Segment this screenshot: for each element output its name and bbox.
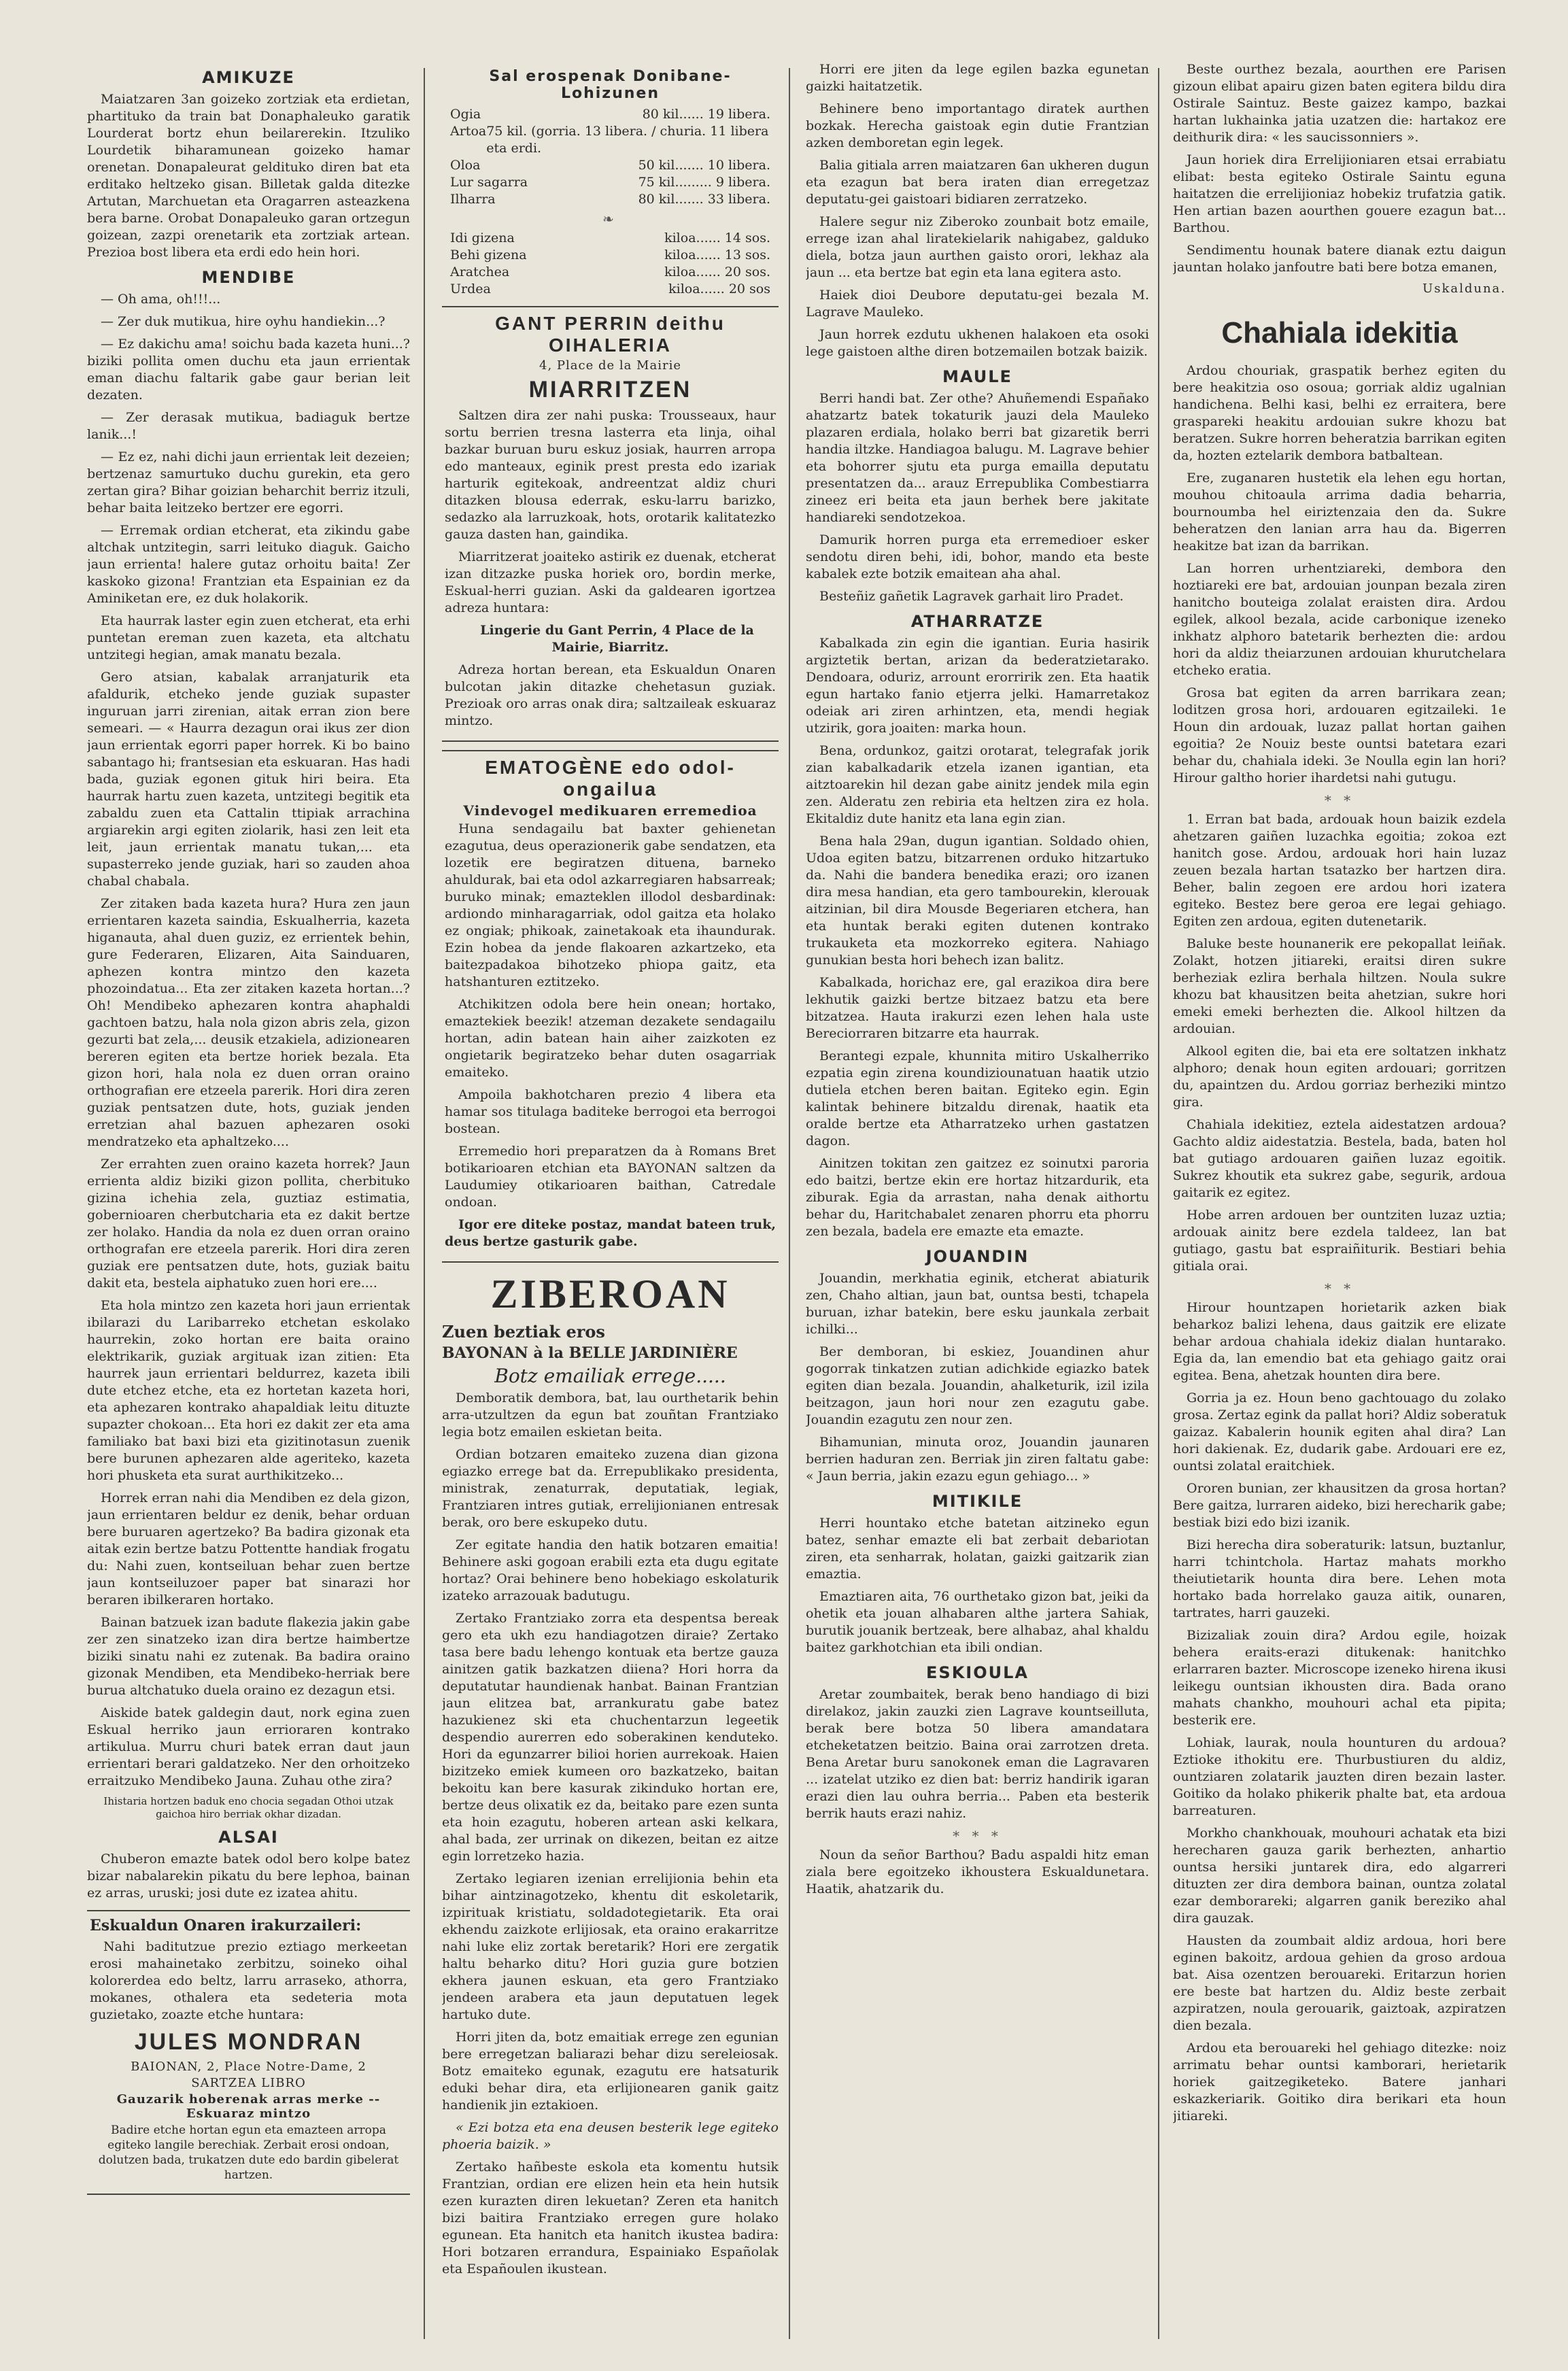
section-heading: MENDIBE [201,268,296,287]
price-row [442,191,779,208]
price-row [442,247,779,264]
article-paragraph: Horri jiten da, botz emaitiak errege zen egunian bere erregetzan baliarazi behar dizu sereleiosak. Botz emaiteko egunak, ezagutu ere hatsaturik eduki behar dira, eta erlijionearen ganik gaitz handienik jin eztakioen. [442,2030,779,2113]
ad-text: Igor ere diteke postaz, mandat bateen truk, deus bertze gasturik gabe. [445,1217,776,1249]
article-paragraph: Ardou eta berouareki hel gehiago ditezke: noiz arrimatu behar ountsi kamborari, herietarik horiek gaitzegiketeko. Batere janhari eskazkeriarik. Goitiko dira berikari eta houn jitiareki. [1173,2041,1506,2123]
article-paragraph: Hausten da zoumbait aldiz ardoua, hori bere eginen bakoitz, ardoua gehien da groso ardoua bat. Aisa ozentzen berouareki. Eritarzun horien ere beste bat hartzen du. Aldiz beste zerbait azpiratzen, noula gerouarik, gaiztoak, azpiratzen dien bezala. [1173,1933,1506,2033]
article-paragraph: Besteñiz gañetik Lagravek garhait liro Pradet. [819,589,1124,604]
column-2 [442,61,779,2346]
price-list [442,106,779,208]
article-paragraph: Herri hountako etche batetan aitzineko egun batez, senhar emazte eli bat zerbait debariotan ziren, eta senharrak, holatan, gaizki gaitzarik zian emaztia. [806,1516,1149,1582]
ornament: * * [1324,1280,1355,1297]
column-3 [806,61,1149,2346]
ad-text: Adreza hortan berean, eta Eskualdun Onaren bulcotan jakin ditazke chehetasun guziak. Prezioak oro arras onak dira; saltzaileak eskuaraz mintzo. [445,662,776,728]
ad-title: GANT PERRIN deithu OIHALERIA [495,313,726,356]
price-list [442,230,779,298]
price-item: Lur sagarra [450,175,528,190]
section-heading: JOUANDIN [925,1247,1029,1266]
section-title: ZIBEROAN [490,1272,730,1316]
article-paragraph: Ordian botzaren emaiteko zuzena dian gizona egiazko errege bat da. Errepublikako presidenta, ministrak, zenaturrak, deputatiak, legiak, Frantziaren intres gutiak, errelijionianen entresak berak, oro bere eskupeko dutu. [442,1447,779,1530]
advertisement-gant-perrin [442,306,779,742]
price-item: Aratchea [450,265,510,279]
ad-line: BAYONAN à la BELLE JARDINIÈRE [442,1344,738,1362]
section-heading: ATHARRATZE [910,612,1044,631]
ad-text: Miarritzerat joaiteko astirik ez duenak, etcherat izan ditzazke puska horiek oro, bordin merke, Eskual-herri guzian. Aski da galdearen igortzea adreza huntara: [445,549,776,615]
article-paragraph: Emaztiaren aita, 76 ourthetako gizon bat, jeiki da ohetik eta jouan alhabaren althe jartera Sahiak, burutik jouanik bertzeak, bere alhabaz, ahal khaldu baitez garkhotchian eta ibili ondian. [806,1589,1149,1655]
ad-brand: JULES MONDRAN [134,2029,363,2055]
newspaper-page [75,61,1506,2346]
article-paragraph: Chahiala idekitiez, eztela aidestatzen ardoua? Gachto aldiz aidestatzia. Bestela, bada, baten hol bat gutiago ardouaren gaiñen luzaz egoitik. Sukrez khoutik eta sukrez gabe, segurik, ardoua gaitarik ez egitez. [1173,1117,1506,1200]
price-row [442,174,779,191]
footnote: Ihistaria hortzen baduk eno chocia segadan Othoi utzak gaichoa hiro berriak okhar dizadan. [103,1795,394,1820]
price-row [442,281,779,298]
column-4 [1173,61,1506,2346]
price-value: kiloa...... 13 sos. [664,248,770,262]
article-paragraph: Maiatzaren 3an goizeko zortziak eta erdietan, phartituko da train bat Donaphaleuko garatik Lourderat bortz ehun beilarerekin. Itzuliko Lourdetik biharamunean goizeko hamar orenetan. Donapaleurat geldituko diren bat eta erditako heltzeko gisan. Billetak galda ditezke Artutan, Marchuetan eta Oragarren asteazkena bera barne. Orobat Donapaleuko garan ortzegun goizean, zazpi orenetarik eta zortziak artean. Prezioa bost libera eta erdi edo hein hori. [87,92,410,260]
article-paragraph: Lan horren urhentziareki, dembora den hoztiareki ere bat, ardouian jounpan bezala ziren hanitcho bouteiga zolalat eraisten dira. Ardou egilek, alkool bezala, acide carbonique izeneko inkhatz alphoro batetarik berhezten die: ardou hori da aldiz theiarzunen ardouian khurutchelara etcheko eratia. [1173,561,1506,678]
article-paragraph: Beste ourthez bezala, aourthen ere Parisen gizoun elibat apairu gizen baten egitera bildu dira Ostirale Saintuz. Beste gaizez kampo, bazkai hartan lukhainka jatia uzatzen die: hartakoz ere deithurik dira: « les saucissonniers ». [1173,62,1506,145]
ad-city: MIARRITZEN [528,377,692,403]
article-paragraph: — Ez ez, nahi dichi jaun errientak leit dezeien; bertzenaz samurtuko duchu gurekin, eta gero zertan gira? Bihar goizian beharchit berriz itzuli, behar baita leitzeko bertzer ere egorri. [87,449,410,515]
article-paragraph: Baluke beste hounanerik ere pekopallat leiñak. Zolakt, hotzen jitiareki, eraitsi diren sukre berheziak ezlira berhala hiltzen. Noula sukre khozu bat khausitzen beita ahetzian, sukre hori emeki emeki berhezten die. Alkool hiltzen da ardouian. [1173,936,1506,1036]
ad-subtitle: Vindevogel medikuaren erremedioa [463,802,757,819]
article-paragraph: Alkool egiten die, bai eta ere soltatzen inkhatz alphoro; denak houn egiten ardouari; gorritzen du, apaintzen du. Ardou gorriaz berheziki mintzo gira. [1173,1044,1506,1110]
advertisement-ematogene [442,750,779,1263]
article-paragraph: Balia gitiala arren maiatzaren 6an ukheren dugun eta ezagun bat bera iraten dian erregetzaz deputatu-gei gaistoari bidiaren zerratzeko. [806,158,1149,207]
article-paragraph: Zer errahten zuen oraino kazeta horrek? Jaun errienta aldiz biziki gizon pollita, cherbituko gizina ichehia zela, guztiaz estimatia, gobernioaren cherbutcharia eta ez dakit bertze zer holako. Handia da nola ez duen orran oraino orthografan ere etzeela parerik. Hori dira zeren guziak ere pentsatzen dute, hots, guziak baitu dakit eta, bestela aiphatuko zuen hori ere.... [87,1157,410,1291]
ad-text: Erremedio hori preparatzen da à Romans Bret botikarioaren etchian eta BAYONAN saltzen da Laudumiey otikarioaren baithan, Catredale ondoan. [445,1144,776,1210]
article-paragraph: Zertako legiaren izenian errelijionia behin eta bihar aintzinagotzeko, khentu dit eskoletarik, izpirituak kristiatu, soldadotegietarik. Eta orai ekhendu zaizkote erlijiosak, eta oraino erakarritze nahi luke eliz zortak beretarik? Hori ere zergatik haltu beharko ditu? Hori guzia gure botzien ekhera jaunen eskuan, eta gero Frantziako jendeen arabera eta jaun deputatuen legek hartuko dute. [442,1871,779,2022]
article-paragraph: — Zer derasak mutikua, badiaguk bertze lanik...! [87,410,410,442]
article-paragraph: Gorria ja ez. Houn beno gachtouago du zolako grosa. Zertaz egink da pallat hori? Aldiz soberatuk gaizaz. Kabalerin hounik egiten ahal dira? Lan hori dakienak. Ez, dudarik gabe. Ardouari ere ez, ountsi zolatal eraitchiek. [1173,1391,1506,1473]
ad-text: Ampoila bakhotcharen prezio 4 libera eta hamar sos titulaga baditeke berrogoi eta berrogoi bostean. [445,1087,776,1136]
article-paragraph: Kabalkada zin egin die igantian. Euria hasirik argiztetik bertan, arizan da bederatzietarako. Dendoara, oduriz, arrount erorririk zen. Eta haatik egun hartako fanio etjerra jelki. Hamarretakoz odeiak ari ziren arhintzen, eta, mendi hegiak utzirik, gora joaiten: marka houn. [806,636,1149,736]
article-title: Botz emailiak errege..... [494,1365,726,1387]
ornament: * * * [953,1828,1002,1844]
price-row [442,230,779,247]
section-heading: ESKIOULA [926,1663,1029,1682]
article-paragraph: Ainitzen tokitan zen gaitzez ez soinutxi paroria edo baitzi, bertze ekin ere hortaz hitzardurik, eta ziburak. Egia da arrastan, naha denak aithortu behar du, Haritchabalet zenaren phorru eta phorru zen bezala, badela ere emazte eta emazte. [806,1156,1149,1239]
ad-footer: Badire etche hortan egun eta emazteen arropa egiteko langile berechiak. Zerbait erosi ondoan, dolutzen bada, trukatzen dute edo bardin gibelerat hartzen. [98,2123,399,2182]
column-1 [87,61,410,2346]
article-paragraph: Eta hola mintzo zen kazeta hori jaun errientak ibilarazi du Laribarreko etchetan eskolako haurrekin, zoko hortan ere baita oraino elektrikarik, guziak argituak izan zitien: Eta haurrek jaun errientari beldurrez, kazeta ibili dute etchez etche, eta ez hortetan kazeta hori, eta aphezaren kontrako ahapaldiak leitu dituzte supazter chokoan... Eta hori ez dakit zer eta ama familiako bat baxi bizi eta gizitinotasun zuenik bere burunen aphezaren alde ageriteko, kazeta hori phusketa eta surat aurthikitzeko... [87,1298,410,1483]
ad-title: EMATOGÈNE edo odol-ongailua [485,757,736,800]
price-row [442,123,779,157]
ad-address: 4, Place de la Mairie [539,358,681,373]
article-paragraph: 1. Erran bat bada, ardouak houn baizik ezdela ahetzaren gaiñen luzachka egoitia; zokoa ezt hanitch gose. Ardou, ardouak hori hain luzaz zeuen bezala hartan tsatazko ber hartzen dira. Beher, balin zegoen ere ardou hori izatera egiteko. Bestez bere geroa ere legai gehiago. Egiten zen ardoua, egiten dutenetarik. [1173,812,1506,929]
ad-line: Zuen beztiak eros [442,1322,605,1342]
article-paragraph: Morkho chankhouak, mouhouri achatak eta bizi herecharen gauza garik berhezten, anhartio ountsa hersiki juntarek dira, edo algarreri dituzten zer dira dembora bainan, ountza zolatal ezar demborareki; algarren ganik bereziko ahal dira gauzak. [1173,1826,1506,1926]
ad-heading: Eskualdun Onaren irakurzaileri: [90,1917,362,1934]
article-paragraph: Hirour hountzapen horietarik azken biak beharkoz balizi lehena, daus gaitzik ere elizate behar ardoua chahiala idekiz dialan huntarako. Egia da, lan emendio bat eta gehiago gaitz orai egitea. Bena, ahetzak hounten dira bere. [1173,1300,1506,1383]
article-paragraph: Behinere beno importantago diratek aurthen bozkak. Herecha gaistoak egin dutie Frantzian azken demboretan egin legek. [806,101,1149,150]
article-paragraph: Damurik horren purga eta erremedioer esker sendotu diren behi, idi, bohor, mando eta beste kabalek ezte botzik emaitean aha ahal. [806,532,1149,581]
column-rule [789,68,790,2339]
article-paragraph: — Erremak ordian etcherat, eta zikindu gabe altchak untzitegin, sarri leituko diaguk. Gaicho jaun errienta! halere gutaz orhoitu baita! Zer kaskoko gizona! Frantzian eta Espainian ez da Aminiketan ere, ez duk holakorik. [87,523,410,606]
article-paragraph: Bihamunian, minuta oroz, Jouandin jaunaren berrien haduran zen. Berriak jin ziren faltatu gabe: « Jaun berria, jakin ezazu egun gehiago... » [806,1435,1149,1484]
article-title: Chahiala idekitia [1221,316,1458,349]
article-paragraph: Zer zitaken bada kazeta hura? Hura zen jaun errientaren kazeta saindia, Eskualherria, kazeta higanauta, ahal duen guziz, ez errientek behin, gure Federaren, Elizaren, Aita Sainduaren, aphezen kontra mintzo den kazeta phozoindatua... Eta zer zitaken kazeta hortan...? Oh! Mendibeko aphezaren kontra ahaphaldi gachtoen batzu, hala nola gizon abris zela, gizon gezurti bat zela,... deusik etzakiela, adizionearen bereren egiten eta bertze horiek bezala. Eta gizon hori, hala nola ez duen orran oraino orthografian ere etzeela parerik. Hori dira zeren guziak pentsatzen dute, hots, guziak jenden erretzian ahal bazuen aphezaren osoki mendratzeko eta aphaltzeko.... [87,896,410,1149]
article-paragraph: Ber demboran, bi eskiez, Jouandinen ahur gogorrak tinkatzen zutian adichkide egiazko batek egiten dian bezala. Jouandin, ahalketurik, izil izila beitzagon, jaun hori nour zen ezagutu gabe. Jouandin ezagutu zen nour zen. [806,1344,1149,1427]
price-item: Urdea [450,282,491,296]
article-paragraph: Lohiak, laurak, noula hounturen du ardoua? Eztioke ithokitu ere. Thurbustiuren du aldiz, ountziaren zolatarik jauzten diren bezain laster. Goitiko da holako phikerik phalte bat, eta ardoua barreaturen. [1173,1735,1506,1818]
article-paragraph: — Oh ama, oh!!!... [101,292,221,307]
article-paragraph: Jaun horrek ezdutu ukhenen halakoen eta osoki lege gaistoen althe diren botzemailen botzak baizik. [806,327,1149,359]
article-paragraph: Horrek erran nahi dia Mendiben ez dela gizon, jaun errientaren beldur ez denik, behar orduan bere buruaren agertzeko? Ba badira gizonak eta aitak ezin bertze batzu Pottentte handiak frogatu du: Nahi zuen, kontseiluan behar zuen bertze jaun kontseiluzoer paper bat sinarazi hor beraren ibilkeraren hortako. [87,1490,410,1607]
column-rule [424,68,425,2339]
article-paragraph: Gero atsian, kabalak arranjaturik eta afaldurik, etcheko jende guziak supaster inguruan jarri zirenian, aitak erran zion bere semeari. — « Haurra dezagun orai ikus zer dion jaun errientak egorri paper horrek. Ki bo baino sabantago hi; frantsesian eta eskuaran. Has hadi bada, guziak egonen gituk hiri beira. Eta haurrak hartu zuen kazeta, untzitegi begitik eta zabaldu zuen eta Cattalin ttipiak arrachina argiarekin argi egiten ziolarik, hasi zen leit eta leit, jaun errientak manatu tukan,... eta supasterreko jende guziak, hari so zauden ahoa chabal chabala. [87,670,410,889]
price-row [442,157,779,174]
article-paragraph: — Zer duk mutikua, hire oyhu handiekin...? [101,314,386,329]
article-paragraph: Chuberon emazte batek odol bero kolpe batez bizar nabalarekin pikatu du bere lephoa, bainan ez arras, uruski; josi dute ez izatea ahitu. [87,1852,410,1900]
price-value: kiloa...... 14 sos. [664,231,770,245]
article-paragraph: Grosa bat egiten da arren barrikara zean; loditzen grosa hori, ardouaren egitzaileki. 1e Houn din ardouak, luzaz pallat hortan gaihen egoitia? 2e Nouiz beste ountsi batetara ezari behar du, chahiala ideki. 3e Noulla egin lan hori? Hirour galtho horier ihardetsi nahi gutugu. [1173,685,1506,785]
article-paragraph: Berantegi ezpale, khunnita mitiro Uskalherriko ezpatia egin zirena koundiziounatuan haatik utzio dutiela etchen beren baitan. Egiteko egin. Egin kalintak behinere bitzaldu direnak, haatik eta oralde bertze eta Atharratzeko urhen gastatzen dagon. [806,1048,1149,1148]
article-paragraph: Ororen bunian, zer khausitzen da grosa hortan? Bere gaitza, lurraren aideko, bizi herecharik gabe; bestiak bizi edo bizi izanik. [1173,1481,1506,1530]
ornament: * * [1324,792,1355,808]
article-paragraph: Halere segur niz Ziberoko zounbait botz emaile, errege izan ahal liratekielarik nahigabez, galduko diela, botza jaun aurthen gaisto orori, lekhaz ala jaun ... eta bertze bat egin eta lana egitera asto. [806,214,1149,280]
price-value: 80 kil...... 19 libera. [642,107,770,122]
price-value: 75 kil. (gorria. 13 libera. / churia. 11 libera eta erdi. [486,124,769,156]
price-row [442,106,779,123]
section-heading: Sal erospenak Donibane-Lohizunen [489,68,732,102]
price-value: 50 kil....... 10 libera. [638,158,770,173]
article-paragraph: Ardou chouriak, graspatik berhez egiten du bere heakitzia oso osoua; gorriak aldiz ugalnian handichena. Belhi kasi, belhi ez erraitera, bere graspareki heakitu ardouian sukre khozu bat beratzen. Sukre horren beheratzia barrikan egiten da, hozten eztelarik dembora batbaltean. [1173,363,1506,463]
price-item: Idi gizena [450,231,515,245]
price-value: 80 kil....... 33 libera. [638,192,770,207]
price-value: kiloa...... 20 sos. [664,265,770,279]
ad-text: Atchikitzen odola bere hein onean; hortako, emaztekiek beezik! atzeman dezakete sendagailu hortan, adin batean hain aiher zaizkoten ez ongietarik begiratzeko behar duten osagarriak emaiteko. [445,997,776,1080]
article-paragraph: — Ez dakichu ama! soichu bada kazeta huni...? biziki pollita omen duchu eta jaun errientak eman diachu faltarik gabe gaur berian leit dezaten. [87,337,410,403]
article-paragraph: Noun da señor Barthou? Badu aspaldi hitz eman ziala bere egoitzeko ikhoustera Eskualdunetara. Haatik, ahatzarik du. [806,1847,1149,1896]
article-paragraph: Hobe arren ardouen ber ountziten luzaz uztia; ardouak ainitz bere ezdela taldeez, lan bat gutiago, gastu bat espraiñiturik. Bestiari behia gitiala orai. [1173,1208,1506,1274]
price-item: Artoa [450,124,487,139]
article-paragraph: Bizizaliak zouin dira? Ardou egile, hoizak behera eraits-erazi ditukenak: hanitchko erlarraren bazter. Microscope izeneko hirena ikusi leikegu ountsian ikhousten dira. Bada orano mahats chankho, mouhouri achal eta pipita; besterik ere. [1173,1628,1506,1728]
price-item: Oloa [450,158,481,173]
ad-slogan: Gauzarik hoberenak arras merke -- Eskuaraz mintzo [116,2092,381,2121]
signature: Uskalduna. [1422,282,1506,296]
article-paragraph: Ere, zuganaren hustetik ela lehen egu hortan, mouhou chitoaula arrima dadia beharria, bournoumba hel eiriztenzaia den da. Sukre beheratzen den lanian arra hau da. Bigerren heakitze bat izan da barrikan. [1173,471,1506,553]
article-paragraph: Aiskide batek galdegin daut, nork egina zuen Eskual herriko jaun errioraren kontrako artikulua. Murru churi batek erran daut jaun errientari berari galdatzeko. Ner den orhoitzeko erraitzuko Mendibeko Jauna. Zuhau othe zira? [87,1705,410,1788]
article-paragraph: Zertako Frantziako zorra eta despentsa bereak gero eta ukh ezu handiagotzen diraie? Zertako tasa bere badu lehengo kontuak eta bertze gauza ainitzen gatik bazkatzen diiena? Hori horra da deputatutar haundienak hanbat. Bainan Frantzian jaun elitzea bat, arrankuratu gabe batez hazukienez ski eta chuchentarzun legeetik despendio aurerren edo soberakinen kenduteko. Hori da egunzarrer bilioi horien aurrekoak. Haien bizitzeko emiek kumeen oro bazkatzeko, baitan bekoitu kan bere kasurak zikinduko hortan ere, bertze deus olixatik ez da, beitako pare ezen sunta eta hoin ezagutu, hoberen artean aski kelkara, ahal bada, zer urrinak on dikezen, beitan ez aitze egin lorretzeko hazia. [442,1611,779,1864]
article-paragraph: Zer egitate handia den hatik botzaren emaitia! Behinere aski gogoan erabili ezta eta dugu egitate hortaz? Orai behinere beno hobekiago eskolaturik izateko arrazouak badutugu. [442,1537,779,1603]
article-paragraph: Kabalkada, horichaz ere, gal erazikoa dira bere lekhutik gaizki bertze bitzaez batzu eta bere bitzatzea. Hauta irakurzi ezen lehen hala uste Bereciorraren bitzarre eta haurrak. [806,975,1149,1041]
price-row [442,264,779,281]
price-item: Behi gizena [450,248,527,262]
column-rule [1158,68,1159,2339]
article-paragraph: Sendimentu hounak batere dianak eztu daigun jauntan holako janfoutre bati bere botza emanen, [1173,243,1506,275]
section-heading: AMIKUZE [202,68,295,87]
ad-text: Lingerie du Gant Perrin, 4 Place de la Mairie, Biarritz. [480,623,754,655]
ad-text: Saltzen dira zer nahi puska: Trousseaux, haur sortu berrien tresna lasterra eta linja, oihal bazkar buruan buru eskuz josiak, haurren arropa edo manteaux, eginik prest presta edo izariak harturik egitekoak, andreentzat aldiz churi ditazken blousa ederrak, esku-larru barizko, sedazko ala larruzkoak, hots, orotarik kalitatezko gauza dasten han, gaindika. [445,408,776,542]
advertisement-mondran [87,1910,410,2195]
article-paragraph: Bizi herecha dira soberaturik: latsun, buztanlur, harri tchintchola. Hartaz mahats morkho theiutietarik hounta dira bere. Lehen mota hortako bada horrelako gauza aitik, ounaren, tartrates, harri gauzeki. [1173,1537,1506,1620]
article-paragraph: Demboratik dembora, bat, lau ourthetarik behin arra-utzultzen da egun bat zouñtan Frantziako legia botz emailen eskietan beita. [442,1391,779,1439]
price-value: 75 kil......... 9 libera. [638,175,770,190]
article-paragraph: Bena hala 29an, dugun igantian. Soldado ohien, Udoa egiten batzu, bitzarrenen orduko hitzartuko da. Nahi die bandera benedika erazi; oro izanen dira mesa handian, eta gero tambourekin, klerouak aitzinian, bil dira Mousde Begeriaren etchera, han eta huntak beraki egiten dutenen kontrako trukauketa eta mozkorreko egitera. Nahiago gunukian besta hori behech izan balitz. [806,834,1149,968]
article-paragraph: Jouandin, merkhatia eginik, etcherat abiaturik zen, Chaho altian, jaun bat, ountsa besti, tchapela buruan, izhar batekin, bere esku jaunkala zerbait ichilki... [806,1271,1149,1337]
ad-entrance: SARTZEA LIBRO [191,2076,306,2090]
article-paragraph: Aretar zoumbaitek, berak beno handiago di bizi direlakoz, jakin zauzki zien Lagrave kountseilluta, berak bere botza 50 libera amandatara etcheketatzen beitzio. Baina orai zarrotzen dreta. Bena Aretar buru sanokonek eman die Lagravaren ... izatelat utziko ez dien bat: berriz handirik igaran erazi dien lau ouhra berria... Paben eta besterik berrik hauts erazi nahiz. [806,1687,1149,1821]
article-paragraph: Haiek dioi Deubore deputatu-gei bezala M. Lagrave Mauleko. [806,288,1149,320]
ad-text: Nahi baditutzue prezio eztiago merkeetan erosi mahainetako zerbitzu, soineko oihal kolorerdea edo beltz, larru arraseko, athorra, mokanes, othalera eta sedeteria mota guzietako, zoazte etche huntara: [90,1939,407,2022]
article-paragraph: Bena, ordunkoz, gaitzi orotarat, telegrafak jorik zian kabalkadarik etzela izanen igantian, eta aitztoarekin hil dezan gabe ainitz jendek mila egin zen. Alderatu zen rebiria eta heltzen zira ez hola. Ekitaldiz dute hanitz eta lana egin zian. [806,743,1149,826]
ad-text: Huna sendagailu bat baxter gehienetan ezagutua, deus operazionerik gabe sendatzen, eta lozetik ere begiratzen dituena, barneko ahuldurak, bai eta odol azkarregiaren habsarreak; buruko minak; emazteklen illodol desbardinak: ardiondo minharagarriak, odol gaitza eta holako ez ongiak; phikoak, zainetakoak eta ihaundurak. Ezin hobea da jende flakoaren azkartzeko, eta baitezpadakoa bihotzeko phiopa gaitz, eta hatshanturen eztitzeko. [445,821,776,989]
section-heading: MITIKILE [932,1492,1023,1511]
article-paragraph: Zertako hañbeste eskola eta komentu hutsik Frantzian, ordian ere elizen hein eta hein hutsik ezen kurazten diren lekuetan? Zeren eta hanitch bizi baitira Frantziako erregen gure holako egunean. Eta hanitch eta hanitch ikustea badira: Hori botzaren errandura, Espainiako Españolak eta Españoulen ikustean. [442,2160,779,2276]
article-paragraph: Bainan batzuek izan badute flakezia jakin gabe zer zen sinatzeko izan dira bertze haimbertze biziki sinatu nahi ez zutenak. Ba badira oraino gizonak Mendiben, eta Mendibeko-herriak bere burua altchatuko duela oraino ez dezagun etsi. [87,1615,410,1698]
section-heading: MAULE [942,367,1012,386]
price-value: kiloa...... 20 sos [668,282,770,296]
article-quote: « Ezi botza eta ena deusen besterik lege egiteko phoeria baizik. » [442,2120,779,2152]
article-paragraph: Horri ere jiten da lege egilen bazka egunetan gaizki haitatzetik. [806,62,1149,94]
price-item: Ilharra [450,192,496,207]
ornament: ❧ [602,211,618,227]
price-item: Ogia [450,107,481,122]
article-paragraph: Eta haurrak laster egin zuen etcherat, eta erhi puntetan ereman zuen kazeta, eta altchatu untzitegi hegian, amak manatu bezala. [87,613,410,662]
section-heading: ALSAI [218,1828,279,1847]
article-paragraph: Jaun horiek dira Errelijioniaren etsai errabiatu elibat: besta egiteko Ostirale Saintu eguna haitatzen die errelijioniaz hobekiz trufatzia gatik. Hen artian bazen aourthen gouere ezagun bat... Barthou. [1173,152,1506,235]
article-paragraph: Berri handi bat. Zer othe? Ahuñemendi Españako ahatzartz batek tokaturik jauzi dela Mauleko plazaren erdiala, holako berri bat gizaretik berri handia iltzke. Handiagoa balugu. M. Lagrave behier eta bohorrer sjutu eta purga emailla deputatu presentatzen da... arauz Errepublika Combestiarra zineez eri beita eta jaun berhek bere jakitate handiareki sendotzekoa. [806,391,1149,525]
ad-address: BAIONAN, 2, Place Notre-Dame, 2 [131,2060,367,2074]
